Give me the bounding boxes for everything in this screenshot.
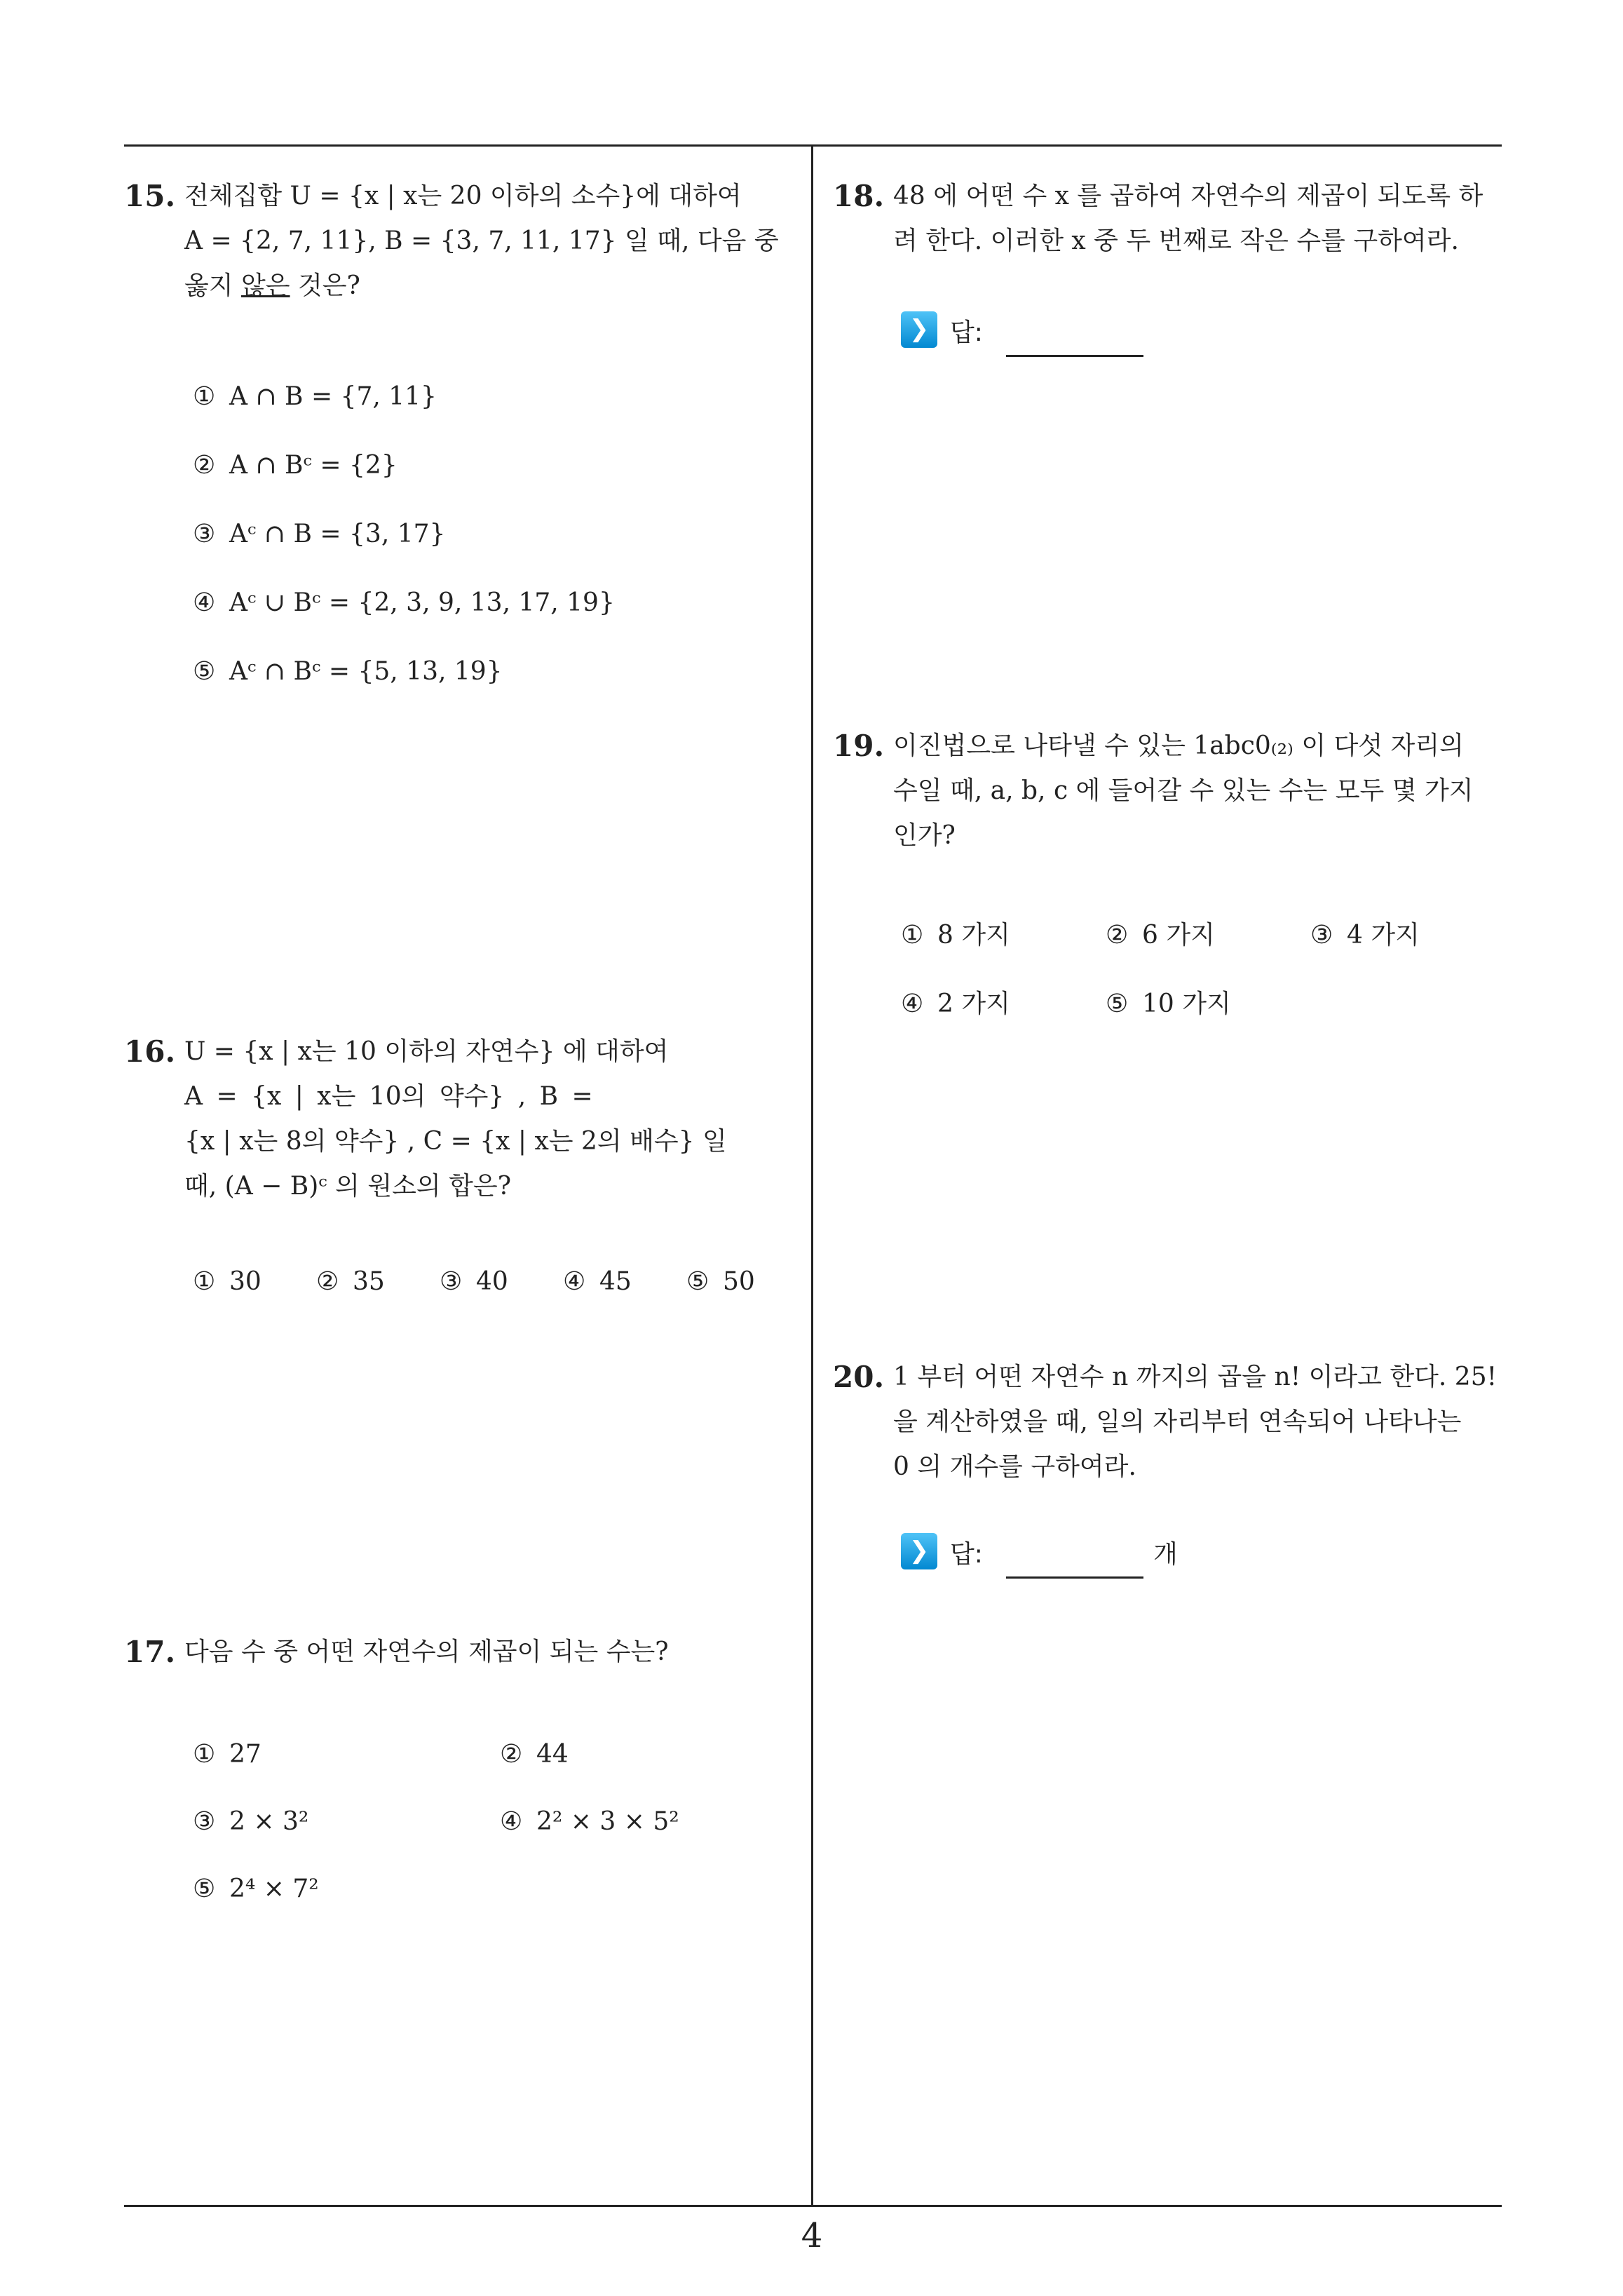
- option-2[interactable]: ② 35: [316, 1267, 385, 1296]
- question-text-line: A = {x | x는 10의 약수} , B =: [184, 1082, 593, 1111]
- column-divider: [811, 144, 813, 2206]
- question-text-line: 전체집합 U = {x | x는 20 이하의 소수}에 대하여: [184, 182, 742, 210]
- question-text-line: A = {2, 7, 11}, B = {3, 7, 11, 17} 일 때, 다음 중: [184, 227, 779, 255]
- question-text-line: 때, (A − B)ᶜ 의 원소의 합은?: [184, 1172, 512, 1201]
- option-1[interactable]: ① A ∩ B = {7, 11}: [193, 382, 437, 411]
- option-5[interactable]: ⑤ 2⁴ × 7²: [193, 1875, 319, 1903]
- answer-blank[interactable]: [1006, 1576, 1143, 1579]
- option-4[interactable]: ④ 2 가지: [901, 990, 1010, 1018]
- question-text-line: 옳지 않은 것은?: [184, 271, 360, 300]
- option-1[interactable]: ① 8 가지: [901, 921, 1010, 950]
- option-2[interactable]: ② 44: [500, 1740, 569, 1769]
- question-text-line: 수일 때, a, b, c 에 들어갈 수 있는 수는 모두 몇 가지: [893, 776, 1474, 805]
- question-text-line: U = {x | x는 10 이하의 자연수} 에 대하여: [184, 1037, 669, 1066]
- answer-label: 답:: [950, 318, 983, 347]
- question-19: [833, 724, 1506, 858]
- question-text-line: 48 에 어떤 수 x 를 곱하여 자연수의 제곱이 되도록 하: [893, 182, 1483, 210]
- answer-field[interactable]: [901, 1533, 1209, 1572]
- question-text-line: 이진법으로 나타낼 수 있는 1abc0₍₂₎ 이 다섯 자리의: [893, 731, 1464, 760]
- answer-unit: 개: [1153, 1540, 1178, 1569]
- question-number: 16.: [124, 1034, 176, 1069]
- question-18: [833, 174, 1506, 264]
- option-5[interactable]: ⑤ 50: [686, 1267, 755, 1296]
- question-number: 17.: [124, 1635, 176, 1669]
- question-text-line: 려 한다. 이러한 x 중 두 번째로 작은 수를 구하여라.: [893, 227, 1459, 255]
- option-1[interactable]: ① 30: [193, 1267, 262, 1296]
- option-4[interactable]: ④ 2² × 3 × 5²: [500, 1807, 679, 1836]
- option-3[interactable]: ③ 4 가지: [1310, 921, 1420, 950]
- question-text-line: 인가?: [893, 821, 956, 850]
- question-text-line: 을 계산하였을 때, 일의 자리부터 연속되어 나타나는: [893, 1407, 1462, 1436]
- question-15: [124, 174, 797, 309]
- option-4[interactable]: ④ Aᶜ ∪ Bᶜ = {2, 3, 9, 13, 17, 19}: [193, 588, 615, 617]
- question-number: 20.: [833, 1360, 885, 1394]
- question-number: 19.: [833, 729, 885, 763]
- question-text-line: 0 의 개수를 구하여라.: [893, 1452, 1136, 1481]
- chevron-right-icon: ❯: [901, 311, 937, 348]
- option-5[interactable]: ⑤ 10 가지: [1106, 990, 1231, 1018]
- option-4[interactable]: ④ 45: [563, 1267, 632, 1296]
- question-text-line: 다음 수 중 어떤 자연수의 제곱이 되는 수는?: [184, 1637, 669, 1666]
- answer-field[interactable]: [901, 311, 1209, 351]
- option-5[interactable]: ⑤ Aᶜ ∩ Bᶜ = {5, 13, 19}: [193, 657, 503, 686]
- answer-label: 답:: [950, 1540, 983, 1569]
- answer-blank[interactable]: [1006, 355, 1143, 357]
- question-17: [124, 1630, 797, 1675]
- question-number: 18.: [833, 179, 885, 213]
- question-number: 15.: [124, 179, 176, 213]
- option-3[interactable]: ③ 40: [440, 1267, 508, 1296]
- question-20: [833, 1355, 1506, 1490]
- option-2[interactable]: ② 6 가지: [1106, 921, 1215, 950]
- question-text-line: {x | x는 8의 약수} , C = {x | x는 2의 배수} 일: [184, 1127, 727, 1156]
- underlined-word: 않은: [241, 271, 290, 300]
- question-text-line: 1 부터 어떤 자연수 n 까지의 곱을 n! 이라고 한다. 25!: [893, 1363, 1498, 1391]
- option-1[interactable]: ① 27: [193, 1740, 262, 1769]
- question-16: [124, 1029, 797, 1209]
- option-3[interactable]: ③ Aᶜ ∩ B = {3, 17}: [193, 520, 446, 548]
- chevron-right-icon: ❯: [901, 1533, 937, 1569]
- option-3[interactable]: ③ 2 × 3²: [193, 1807, 309, 1836]
- option-2[interactable]: ② A ∩ Bᶜ = {2}: [193, 451, 398, 480]
- page-number: 4: [801, 2216, 823, 2255]
